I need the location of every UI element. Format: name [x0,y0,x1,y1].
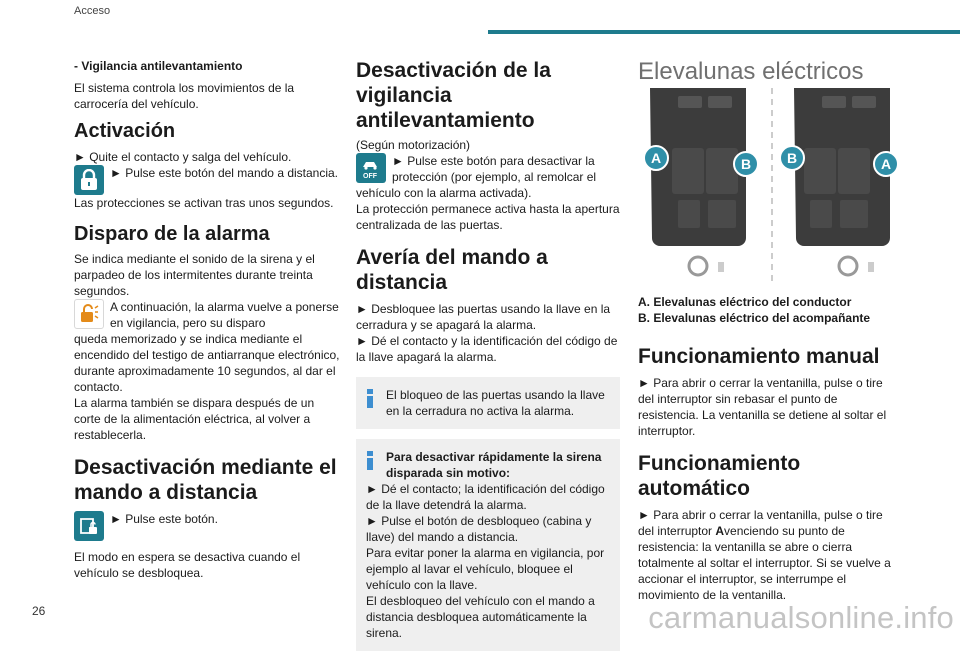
fig-label-b-left: B [740,156,752,172]
info-box-2-text-3: Para evitar poner la alarma en vigilancia, por ejemplo al lavar el vehículo, bloquee el vehículo con la llave. [366,546,605,592]
desactivacion-mando-heading: Desactivación mediante el mando a distancia [74,456,337,504]
motorizacion-note: (Según motorización) [356,138,471,152]
caption-b: B. Elevalunas eléctrico del acompañante [638,311,871,325]
activacion-heading: Activación [74,120,176,142]
window-switch-illustration [638,88,898,288]
averia-heading: Avería del mando a distancia [356,246,548,294]
desactivacion-vigilancia-step-1b: vehículo con la alarma activada). [356,186,532,200]
averia-step-2: ► Dé el contacto y la identificación del código de la llave apagará la alarma. [356,334,618,364]
desactivacion-vigilancia-text-2: La protección permanece activa hasta la apertura centralizada de las puertas. [356,202,620,232]
disparo-heading: Disparo de la alarma [74,223,270,245]
header-section-title: Acceso [74,5,111,17]
header-accent-bar [488,30,960,34]
info-box-2-text-4: El desbloqueo del vehículo con el mando a distancia desbloquea automáticamente la sirena. [366,594,595,640]
manual-text: ► Para abrir o cerrar la ventanilla, pulse o tire del interruptor sin rebasar el punto de resistencia. La ventanilla se detiene al soltar el interruptor. [638,376,887,438]
info-icon [367,451,373,471]
activacion-step-1: ► Quite el contacto y salga del vehículo. [74,150,292,164]
vigilancia-title: - Vigilancia antilevantamiento [74,59,243,73]
disparo-text-3: La alarma también se dispara después de un corte de la alimentación eléctrica, al volver a restablecerla. [74,396,315,442]
activacion-step-3: Las protecciones se activan tras unos segundos. [74,196,334,210]
disparo-icon-row [74,299,340,331]
activacion-icon-row [74,165,340,195]
fig-label-a-left: A [650,150,662,166]
column-2 [356,58,620,651]
desactivacion-vigilancia-heading: Desactivación de la vigilancia antilevantamiento [356,59,551,132]
info-box-1-text: El bloqueo de las puertas usando la llave en la cerradura no activa la alarma. [386,388,605,418]
disparo-text-1: Se indica mediante el sonido de la sirena y el parpadeo de los intermitentes durante treinta segundos. [74,252,315,298]
desactivacion-vigilancia-step-1a: ► Pulse este botón para desactivar la protección (por ejemplo, al remolcar el [392,154,597,184]
alarm-warning-icon [74,299,104,329]
figure-caption [638,294,898,326]
column-1 [74,58,340,581]
desactivacion-mando-icon-row [74,511,340,541]
disparo-text-2b: queda memorizado y se indica mediante el encendido del testigo de antiarranque electrónico, durante aproximadamente 10 segundos, al dar el contacto. [74,332,340,394]
desactivacion-mando-text: El modo en espera se desactiva cuando el vehículo se desbloquea. [74,550,301,580]
desactivacion-mando-step: ► Pulse este botón. [110,512,218,526]
watermark: carmanualsonline.info [648,600,954,635]
disparo-text-2a: A continuación, la alarma vuelve a ponerse en vigilancia, pero su disparo [110,300,339,330]
info-box-2-step-1: ► Dé el contacto; la identificación del código de la llave detendrá la alarma. [366,482,605,512]
column-3 [638,58,898,603]
lock-icon [74,165,104,195]
automatico-heading: Funcionamiento automático [638,452,801,500]
page-number: 26 [32,604,46,618]
svg-text:OFF: OFF [363,173,377,180]
fig-label-a-right: A [880,156,892,172]
automatico-text-a: ► Para abrir o cerrar la ventanilla, pulse o tire del interruptor [638,508,883,538]
manual-heading: Funcionamiento manual [638,345,880,368]
car-tilt-off-icon [356,153,386,183]
vigilancia-text: El sistema controla los movimientos de la carrocería del vehículo. [74,81,295,111]
info-box-1 [356,377,620,429]
elevalunas-heading: Elevalunas eléctricos [638,58,864,85]
info-box-2-title: Para desactivar rápidamente la sirena disparada sin motivo: [386,450,602,480]
info-box-2 [356,439,620,651]
caption-a: A. Elevalunas eléctrico del conductor [638,295,852,309]
activacion-step-2: ► Pulse este botón del mando a distancia. [110,166,339,180]
info-box-2-step-2: ► Pulse el botón de desbloqueo (cabina y llave) del mando a distancia. [366,514,592,544]
info-icon [367,389,373,409]
averia-step-1: ► Desbloquee las puertas usando la llave en la cerradura y se apagará la alarma. [356,302,611,332]
automatico-text-b: A [715,524,725,538]
window-switch-figure [638,88,898,288]
automatico-text [638,507,898,603]
unlock-door-icon [74,511,104,541]
automatico-text-c: venciendo su punto de resistencia: la ventanilla se abre o cierra totalmente al soltar el interruptor. Si se vuelve a accionar el interruptor, se interrumpe el movimiento de la ventanilla. [638,524,891,602]
fig-label-b-right: B [786,150,798,166]
desactivacion-vigilancia-icon-row [356,153,620,185]
